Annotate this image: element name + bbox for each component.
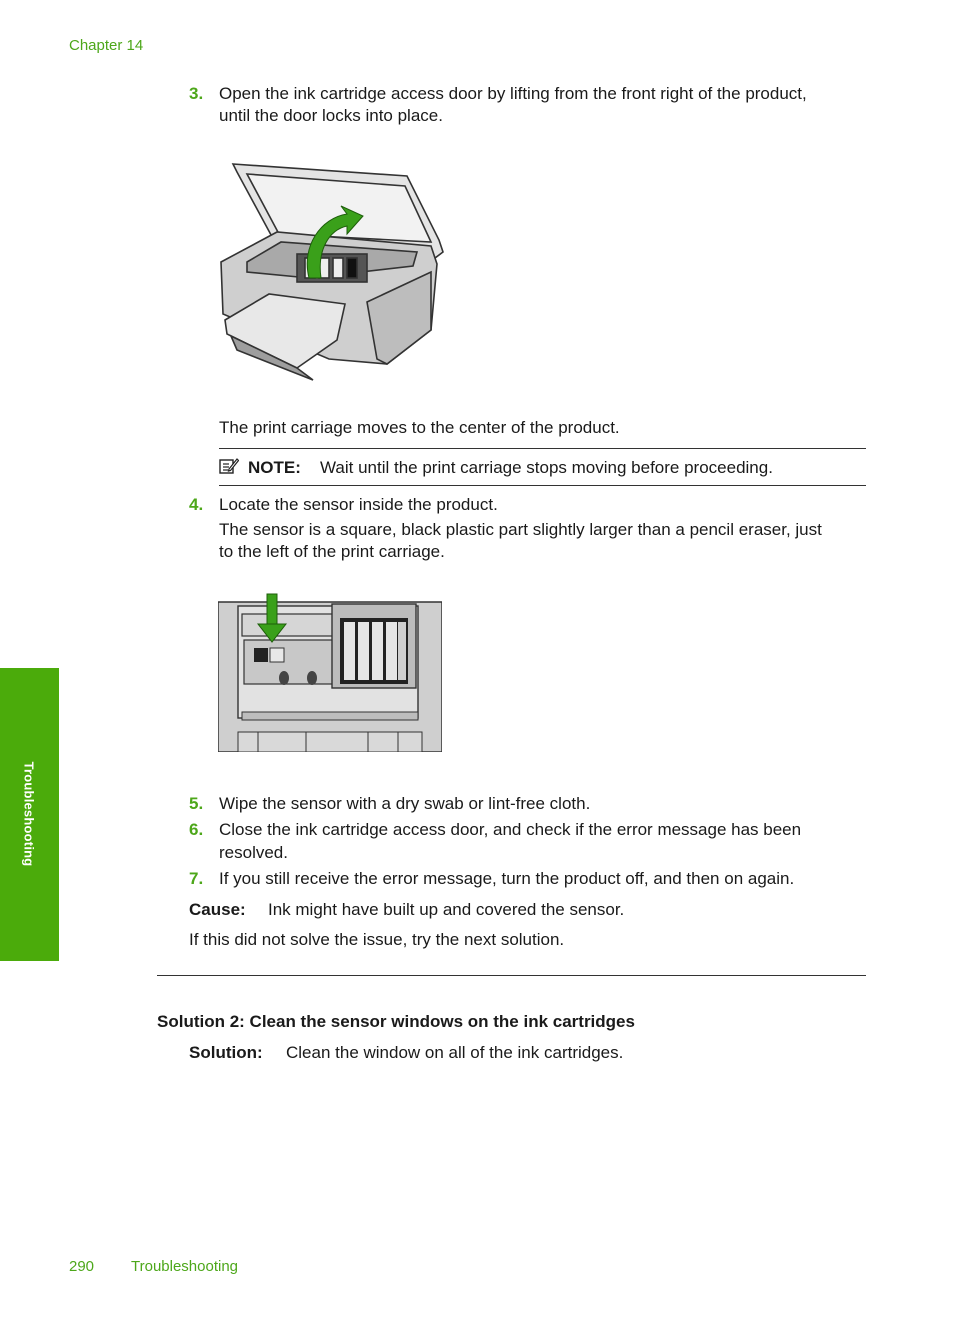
note-text: Wait until the print carriage stops moving before proceeding. xyxy=(320,458,773,477)
next-solution-text: If this did not solve the issue, try the next solution. xyxy=(189,930,565,949)
solution-label: Solution: xyxy=(189,1043,263,1062)
step-number-5: 5. xyxy=(189,794,204,813)
note-icon xyxy=(219,457,239,475)
solution-2-heading: Solution 2: Clean the sensor windows on the ink cartridges xyxy=(157,1012,635,1031)
cause-label: Cause: xyxy=(189,900,246,919)
carriage-moves-text: The print carriage moves to the center of the product. xyxy=(219,418,620,437)
step-4-desc-line-1: The sensor is a square, black plastic part slightly larger than a pencil eraser, just xyxy=(219,520,822,539)
page-number: 290 xyxy=(69,1258,95,1275)
cause-text: Ink might have built up and covered the sensor. xyxy=(268,900,625,919)
printer-open-door-illustration xyxy=(217,154,449,384)
chapter-header: Chapter 14 xyxy=(69,37,144,54)
step-4-text: Locate the sensor inside the product. xyxy=(219,495,498,514)
step-6-line-2: resolved. xyxy=(219,843,288,862)
sensor-location-illustration xyxy=(218,592,442,752)
step-3-line-2: until the door locks into place. xyxy=(219,106,443,125)
step-6-line-1: Close the ink cartridge access door, and check if the error message has been xyxy=(219,820,802,839)
section-divider xyxy=(157,975,866,976)
step-3-line-1: Open the ink cartridge access door by lifting from the front right of the product, xyxy=(219,84,807,103)
note-label: NOTE: xyxy=(248,458,301,477)
step-4-desc-line-2: to the left of the print carriage. xyxy=(219,542,445,561)
step-7-text: If you still receive the error message, turn the product off, and then on again. xyxy=(219,869,795,888)
side-tab xyxy=(0,668,59,961)
solution-text: Clean the window on all of the ink cartridges. xyxy=(286,1043,624,1062)
footer-section: Troubleshooting xyxy=(131,1258,239,1275)
step-5-text: Wipe the sensor with a dry swab or lint-free cloth. xyxy=(219,794,591,813)
step-number-3: 3. xyxy=(189,84,204,103)
step-number-4: 4. xyxy=(189,495,204,514)
step-number-6: 6. xyxy=(189,820,204,839)
side-tab-label: Troubleshooting xyxy=(21,761,37,867)
step-number-7: 7. xyxy=(189,869,204,888)
